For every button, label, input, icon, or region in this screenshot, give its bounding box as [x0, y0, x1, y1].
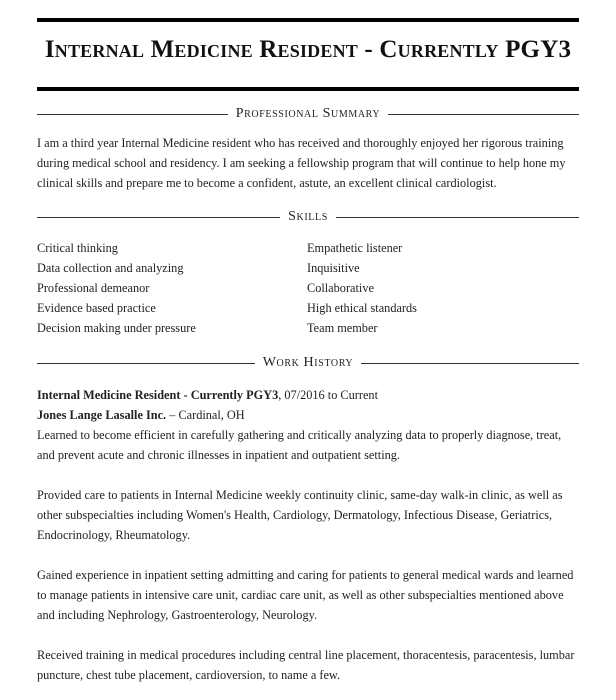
job-company-line [37, 405, 245, 425]
summary-heading [37, 106, 579, 122]
resume-title: Internal Medicine Resident - Currently PGY3 [44, 36, 572, 63]
skill-item: Collaborative [307, 281, 374, 295]
skill-item: High ethical standards [307, 301, 417, 315]
top-rule [37, 18, 579, 22]
job-title: Internal Medicine Resident - Currently PGY3 [37, 388, 279, 402]
summary-text: I am a third year Internal Medicine resident who has received and thoroughly enjoyed her rigorous training during medical school and residency. I am seeking a fellowship program that will continue to help hone my clinical skills and prepare me to become a confident, astute, an excellent clinical cardiologist. [37, 136, 566, 190]
skill-item: Team member [307, 321, 378, 335]
work-heading [37, 355, 579, 371]
skill-item: Empathetic listener [307, 241, 403, 255]
skill-item: Data collection and analyzing [37, 261, 184, 275]
job-paragraph: Learned to become efficient in carefully gathering and critically analyzing data to properly diagnose, treat, and prevent acute and chronic illnesses in inpatient and outpatient setting. [37, 428, 562, 462]
skill-row [37, 278, 577, 298]
summary-heading-label: Professional Summary [235, 106, 381, 121]
job-title-line [37, 385, 378, 405]
job-paragraph: Provided care to patients in Internal Medicine weekly continuity clinic, same-day walk-in clinic, as well as other subspecialties including Women's Health, Cardiology, Dermatology, Infectious Disease, Geriatrics, Endocrinology, Rheumatology. [37, 488, 563, 542]
skill-item: Inquisitive [307, 261, 360, 275]
title-rule [37, 87, 579, 91]
skill-row [37, 298, 577, 318]
skills-heading [37, 209, 579, 225]
skill-item: Decision making under pressure [37, 321, 196, 335]
job-paragraph: Received training in medical procedures including central line placement, thoracentesis, paracentesis, lumbar puncture, chest tube placement, cardioversion, to name a few. [37, 648, 575, 682]
skill-row [37, 318, 577, 338]
skills-list [37, 238, 577, 338]
work-heading-label: Work History [262, 355, 354, 370]
skills-heading-label: Skills [288, 209, 328, 224]
job-dates: , 07/2016 to Current [278, 388, 378, 402]
skill-row [37, 238, 577, 258]
job-paragraph: Gained experience in inpatient setting admitting and caring for patients to general medical wards and learned to manage patients in intensive care unit, cardiac care unit, as well as other subspecialties mentioned above and including Nephrology, Gastroenterology, Neurology. [37, 568, 574, 622]
skill-item: Professional demeanor [37, 281, 150, 295]
job-company: Jones Lange Lasalle Inc. [37, 408, 167, 422]
skill-item: Critical thinking [37, 241, 118, 255]
job-location: – Cardinal, OH [166, 408, 245, 422]
skill-item: Evidence based practice [37, 301, 156, 315]
skill-row [37, 258, 577, 278]
